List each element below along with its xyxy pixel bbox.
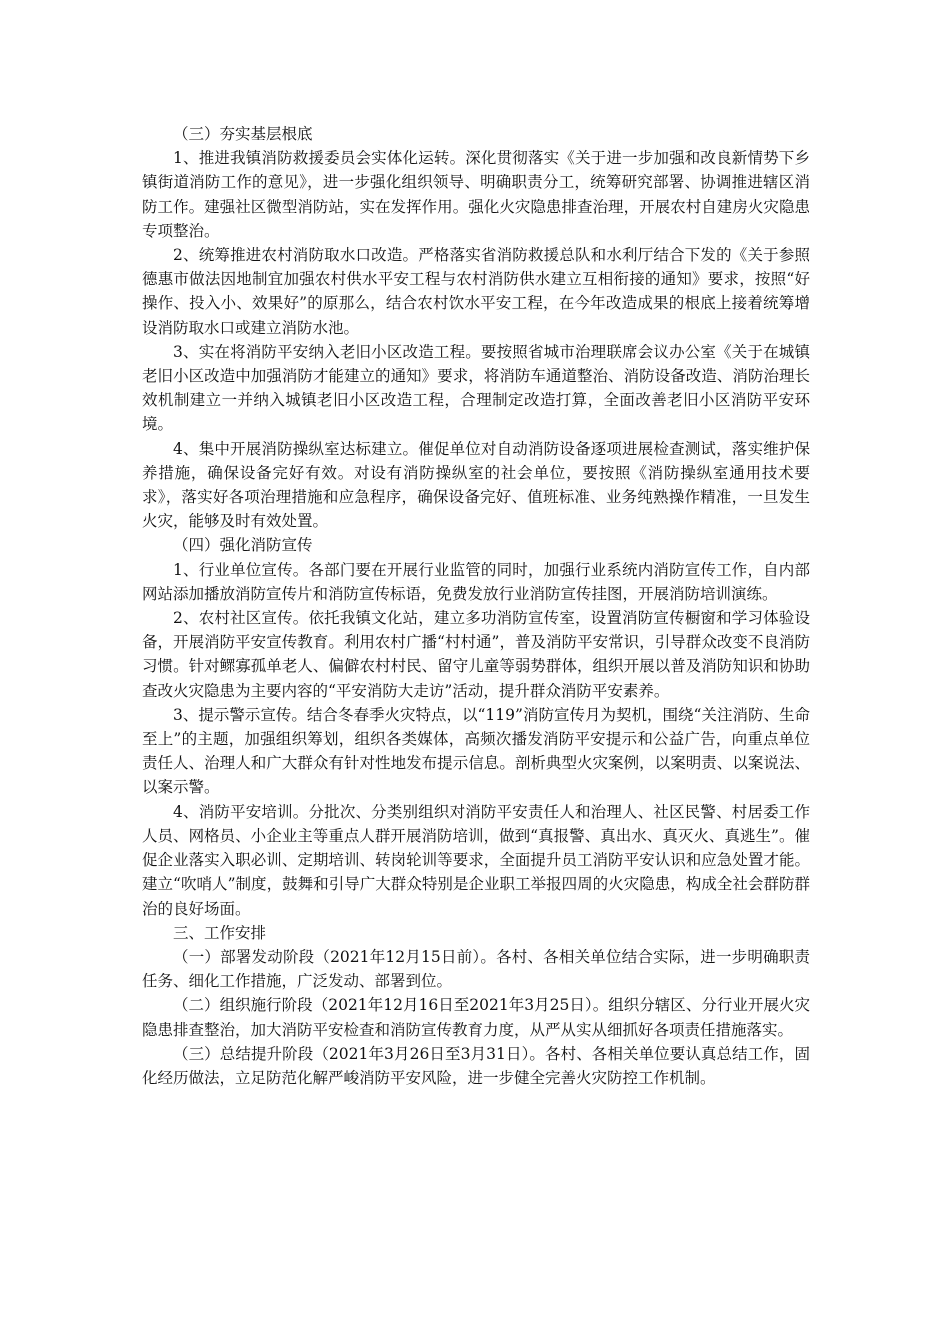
heading-fire-publicity: （四）强化消防宣传 [173, 536, 313, 555]
paragraph-safety-training: 4、消防平安培训。分批次、分类别组织对消防平安责任人和治理人、社区民警、村居委工作人员、网格员、小企业主等重点人群开展消防培训，做到“真报警、真出水、真灭火、真逃生”。催促企业落实入职必训、定期培训、转岗轮训等要求，全面提升员工消防平安认识和应急处置才能。建立“吹哨人”制度，鼓舞和引导广大群众特别是企业职工举报四周的火灾隐患，构成全社会群防群治的良好场面。 [142, 802, 810, 918]
heading-work-arrangement: 三、工作安排 [173, 923, 267, 942]
paragraph-stage-mobilization: （一）部署发动阶段（2021年12月15日前）。各村、各相关单位结合实际，进一步明确职责任务、细化工作措施，广泛发动、部署到位。 [142, 947, 810, 991]
paragraph-old-community: 3、实在将消防平安纳入老旧小区改造工程。要按照省城市治理联席会议办公室《关于在城镇老旧小区改造中加强消防才能建立的通知》要求，将消防车通道整治、消防设备改造、消防治理长效机制建立一并纳入城镇老旧小区改造工程，合理制定改造打算，全面改善老旧小区消防平安环境。 [142, 342, 810, 434]
paragraph-water-intake: 2、统筹推进农村消防取水口改造。严格落实省消防救援总队和水利厅结合下发的《关于参照德惠市做法因地制宜加强农村供水平安工程与农村消防供水建立互相衔接的通知》要求，按照“好操作、投入小、效果好”的原那么，结合农村饮水平安工程，在今年改造成果的根底上接着统筹增设消防取水口或建立消防水池。 [142, 246, 810, 337]
paragraph-fire-committee: 1、推进我镇消防救援委员会实体化运转。深化贯彻落实《关于进一步加强和改良新情势下乡镇街道消防工作的意见》，进一步强化组织领导、明确职责分工，统筹研究部署、协调推进辖区消防工作。建强社区微型消防站，实在发挥作用。强化火灾隐患排查治理，开展农村自建房火灾隐患专项整治。 [142, 149, 810, 240]
paragraph-stage-implementation: （二）组织施行阶段（2021年12月16日至2021年3月25日）。组织分辖区、分行业开展火灾隐患排查整治，加大消防平安检查和消防宣传教育力度，从严从实从细抓好各项责任措施落实。 [142, 996, 810, 1039]
paragraph-industry-publicity: 1、行业单位宣传。各部门要在开展行业监管的同时，加强行业系统内消防宣传工作，自内部网站添加播放消防宣传片和消防宣传标语，免费发放行业消防宣传挂图，开展消防培训演练。 [142, 560, 810, 603]
paragraph-control-room: 4、集中开展消防操纵室达标建立。催促单位对自动消防设备逐项进展检查测试，落实维护保养措施，确保设备完好有效。对设有消防操纵室的社会单位，要按照《消防操纵室通用技术要求》，落实好各项治理措施和应急程序，确保设备完好、值班标准、业务纯熟操作精准，一旦发生火灾，能够及时有效处置。 [142, 439, 810, 531]
document-page [142, 122, 810, 1090]
paragraph-warning-publicity: 3、提示警示宣传。结合冬春季火灾特点，以“119”消防宣传月为契机，围绕“关注消防、生命至上”的主题，加强组织筹划，组织各类媒体，高频次播发消防平安提示和公益广告，向重点单位责任人、治理人和广大群众有针对性地发布提示信息。剖析典型火灾案例，以案明责、以案说法、以案示警。 [142, 705, 810, 797]
paragraph-rural-publicity: 2、农村社区宣传。依托我镇文化站，建立多功消防宣传室，设置消防宣传橱窗和学习体验设备，开展消防平安宣传教育。利用农村广播“村村通”，普及消防平安常识，引导群众改变不良消防习惯。针对鳏寡孤单老人、偏僻农村村民、留守儿童等弱势群体，组织开展以普及消防知识和协助查改火灾隐患为主要内容的“平安消防大走访”活动，提升群众消防平安素养。 [142, 609, 810, 700]
heading-consolidate-foundation: （三）夯实基层根底 [173, 125, 313, 143]
paragraph-stage-summary: （三）总结提升阶段（2021年3月26日至3月31日）。各村、各相关单位要认真总结工作，固化经历做法，立足防范化解严峻消防平安风险，进一步健全完善火灾防控工作机制。 [142, 1044, 810, 1087]
